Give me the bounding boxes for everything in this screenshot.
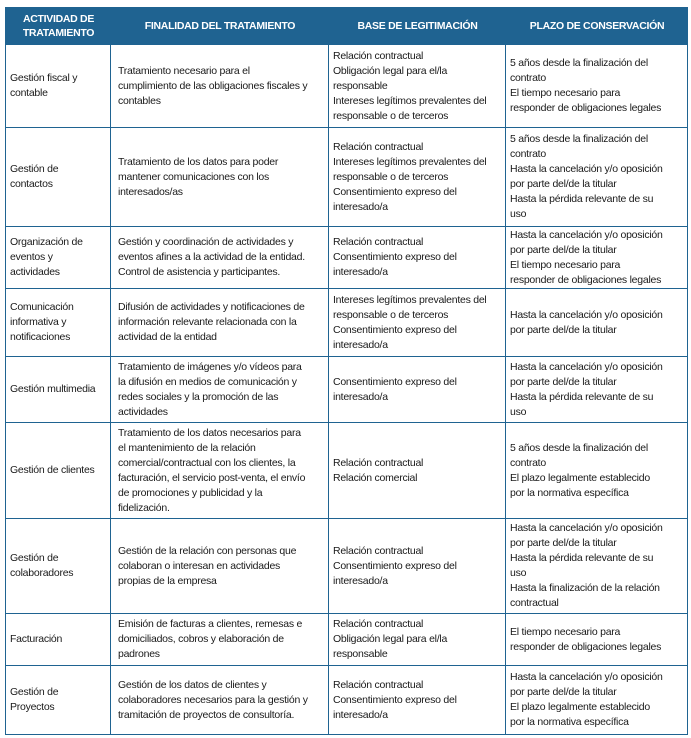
finalidad-line: Tratamiento necesario para el — [118, 64, 250, 77]
header-finalidad — [111, 8, 329, 45]
finalidad-line: de promociones y publicidad y la — [118, 486, 263, 499]
actividad-line: informativa y — [10, 316, 67, 328]
base-line: Obligación legal para el/la — [333, 64, 448, 77]
plazo-line: Hasta la cancelación y/o oposición — [510, 522, 663, 534]
cell-base — [329, 357, 506, 423]
finalidad-line: cumplimiento de las obligaciones fiscales y — [118, 79, 308, 92]
base-line: Consentimiento expreso del — [333, 559, 457, 572]
finalidad-line: contables — [118, 94, 161, 107]
plazo-line: El tiempo necesario para — [510, 625, 621, 638]
header-line: BASE DE LEGITIMACIÓN — [357, 20, 478, 32]
base-line: Consentimiento expreso del — [333, 693, 457, 706]
cell-plazo — [506, 423, 688, 519]
cell-finalidad — [111, 45, 329, 128]
finalidad-line: facturación, el servicio post-venta, el envío — [118, 471, 306, 484]
finalidad-line: tramitación de proyectos de consultoría. — [118, 708, 295, 721]
plazo-line: uso — [510, 567, 527, 579]
plazo-line: responder de obligaciones legales — [510, 102, 662, 114]
finalidad-line: Tratamiento de los datos para poder — [118, 155, 279, 168]
header-line: TRATAMIENTO — [22, 27, 95, 39]
plazo-line: Hasta la cancelación y/o oposición — [510, 308, 663, 321]
table-row — [6, 357, 688, 423]
cell-finalidad — [111, 666, 329, 735]
plazo-line: Hasta la cancelación y/o oposición — [510, 163, 663, 175]
cell-actividad — [6, 45, 111, 128]
plazo-line: por parte del/de la titular — [510, 178, 617, 190]
actividad-line: Facturación — [10, 633, 63, 645]
finalidad-line: Gestión de los datos de clientes y — [118, 678, 267, 691]
plazo-line: Hasta la cancelación y/o oposición — [510, 360, 663, 373]
plazo-line: Hasta la cancelación y/o oposición — [510, 228, 663, 241]
cell-actividad — [6, 614, 111, 666]
table-row — [6, 128, 688, 227]
actividad-line: Proyectos — [10, 701, 55, 713]
finalidad-line: Gestión de la relación con personas que — [118, 544, 297, 557]
base-line: responsable o de terceros — [333, 170, 449, 183]
base-line: responsable — [333, 79, 388, 92]
base-line: interesado/a — [333, 390, 388, 403]
base-line: Relación contractual — [333, 544, 424, 557]
cell-actividad — [6, 666, 111, 735]
base-line: Consentimiento expreso del — [333, 375, 457, 388]
base-line: Relación contractual — [333, 618, 424, 630]
cell-actividad — [6, 423, 111, 519]
finalidad-line: colaboran o interesan en actividades — [118, 559, 281, 572]
cell-plazo — [506, 357, 688, 423]
base-line: Relación comercial — [333, 471, 418, 484]
base-line: Intereses legítimos prevalentes del — [333, 293, 487, 306]
base-line: Relación contractual — [333, 140, 424, 153]
base-line: interesado/a — [333, 574, 388, 587]
actividad-line: Comunicación — [10, 301, 74, 313]
header-line: ACTIVIDAD DE — [22, 13, 95, 25]
finalidad-line: eventos afines a la actividad de la entidad. — [118, 251, 305, 263]
cell-plazo — [506, 666, 688, 735]
finalidad-line: fidelización. — [118, 501, 170, 514]
cell-finalidad — [111, 357, 329, 423]
plazo-line: 5 años desde la finalización del — [510, 57, 648, 69]
actividad-line: Organización de — [10, 236, 83, 248]
actividad-line: Gestión multimedia — [10, 383, 96, 395]
plazo-line: 5 años desde la finalización del — [510, 441, 648, 454]
cell-actividad — [6, 227, 111, 289]
plazo-line: por la normativa específica — [510, 716, 629, 728]
cell-base — [329, 128, 506, 227]
plazo-line: uso — [510, 405, 527, 418]
cell-base — [329, 227, 506, 289]
finalidad-line: padrones — [118, 648, 160, 660]
cell-actividad — [6, 289, 111, 357]
plazo-line: por parte del/de la titular — [510, 243, 617, 256]
base-line: Relación contractual — [333, 456, 424, 469]
plazo-line: contrato — [510, 148, 546, 160]
plazo-line: por parte del/de la titular — [510, 323, 617, 336]
base-line: Relación contractual — [333, 678, 424, 691]
cell-base — [329, 423, 506, 519]
cell-plazo — [506, 227, 688, 289]
table-row — [6, 423, 688, 519]
plazo-line: responder de obligaciones legales — [510, 273, 662, 286]
finalidad-line: Gestión y coordinación de actividades y — [118, 236, 294, 248]
cell-base — [329, 519, 506, 614]
plazo-line: Hasta la cancelación y/o oposición — [510, 671, 663, 683]
cell-plazo — [506, 128, 688, 227]
plazo-line: contrato — [510, 72, 546, 84]
finalidad-line: el mantenimiento de la relación — [118, 441, 256, 454]
header-line: FINALIDAD DEL TRATAMIENTO — [144, 20, 296, 32]
cell-base — [329, 614, 506, 666]
plazo-line: El tiempo necesario para — [510, 87, 621, 99]
table-row — [6, 45, 688, 128]
base-line: responsable — [333, 648, 388, 660]
cell-actividad — [6, 519, 111, 614]
plazo-line: por parte del/de la titular — [510, 686, 617, 698]
plazo-line: El plazo legalmente establecido — [510, 701, 650, 713]
base-line: Consentimiento expreso del — [333, 185, 457, 198]
plazo-line: por parte del/de la titular — [510, 375, 617, 388]
cell-plazo — [506, 45, 688, 128]
header-plazo — [506, 8, 688, 45]
finalidad-line: propias de la empresa — [118, 574, 217, 587]
base-line: responsable o de terceros — [333, 109, 449, 122]
finalidad-line: Tratamiento de los datos necesarios para — [118, 426, 301, 439]
cell-plazo — [506, 289, 688, 357]
data-processing-table — [5, 7, 688, 735]
base-line: interesado/a — [333, 266, 388, 278]
actividad-line: Gestión de clientes — [10, 464, 95, 476]
cell-base — [329, 289, 506, 357]
base-line: Intereses legítimos prevalentes del — [333, 155, 487, 168]
actividad-line: contable — [10, 87, 48, 99]
actividad-line: Gestión fiscal y — [10, 72, 78, 84]
plazo-line: contractual — [510, 597, 559, 609]
cell-base — [329, 666, 506, 735]
cell-plazo — [506, 519, 688, 614]
plazo-line: Hasta la pérdida relevante de su — [510, 193, 654, 205]
plazo-line: Hasta la finalización de la relación — [510, 582, 660, 594]
finalidad-line: actividades — [118, 405, 168, 418]
finalidad-line: Tratamiento de imágenes y/o vídeos para — [118, 360, 302, 373]
base-line: interesado/a — [333, 338, 388, 351]
cell-plazo — [506, 614, 688, 666]
plazo-line: El tiempo necesario para — [510, 258, 621, 271]
plazo-line: uso — [510, 208, 527, 220]
finalidad-line: interesados/as — [118, 185, 183, 198]
cell-finalidad — [111, 128, 329, 227]
finalidad-line: Difusión de actividades y notificaciones de — [118, 301, 305, 313]
finalidad-line: la difusión en medios de comunicación y — [118, 375, 297, 388]
plazo-line: por la normativa específica — [510, 486, 629, 499]
header-line: PLAZO DE CONSERVACIÓN — [529, 20, 665, 32]
finalidad-line: Emisión de facturas a clientes, remesas e — [118, 618, 303, 630]
cell-actividad — [6, 128, 111, 227]
actividad-line: contactos — [10, 178, 53, 190]
finalidad-line: colaboradores necesarios para la gestión y — [118, 693, 308, 706]
table-row — [6, 289, 688, 357]
cell-finalidad — [111, 289, 329, 357]
header-row — [6, 8, 688, 45]
plazo-line: Hasta la pérdida relevante de su — [510, 552, 654, 564]
base-line: Obligación legal para el/la — [333, 633, 448, 645]
finalidad-line: Control de asistencia y participantes. — [118, 266, 281, 278]
actividad-line: Gestión de — [10, 552, 59, 564]
cell-finalidad — [111, 614, 329, 666]
base-line: responsable o de terceros — [333, 308, 449, 321]
header-base — [329, 8, 506, 45]
base-line: Consentimiento expreso del — [333, 251, 457, 263]
plazo-line: por parte del/de la titular — [510, 537, 617, 549]
actividad-line: Gestión de — [10, 163, 59, 175]
cell-base — [329, 45, 506, 128]
finalidad-line: mantener comunicaciones con los — [118, 170, 270, 183]
base-line: interesado/a — [333, 200, 388, 213]
plazo-line: El plazo legalmente establecido — [510, 471, 650, 484]
cell-finalidad — [111, 519, 329, 614]
actividad-line: eventos y — [10, 251, 53, 263]
header-actividad — [6, 8, 111, 45]
cell-finalidad — [111, 227, 329, 289]
table-row — [6, 666, 688, 735]
finalidad-line: comercial/contractual con los clientes, la — [118, 456, 296, 469]
base-line: Intereses legítimos prevalentes del — [333, 94, 487, 107]
plazo-line: responder de obligaciones legales — [510, 640, 662, 653]
cell-actividad — [6, 357, 111, 423]
finalidad-line: información relevante relacionada con la — [118, 316, 297, 328]
actividad-line: notificaciones — [10, 331, 71, 343]
table-row — [6, 614, 688, 666]
finalidad-line: domiciliados, cobros y elaboración de — [118, 633, 284, 645]
table-row — [6, 519, 688, 614]
base-line: Consentimiento expreso del — [333, 323, 457, 336]
base-line: interesado/a — [333, 708, 388, 721]
table-row — [6, 227, 688, 289]
plazo-line: 5 años desde la finalización del — [510, 133, 648, 145]
plazo-line: Hasta la pérdida relevante de su — [510, 390, 654, 403]
finalidad-line: redes sociales y la promoción de las — [118, 390, 279, 403]
plazo-line: contrato — [510, 456, 546, 469]
base-line: Relación contractual — [333, 236, 424, 248]
finalidad-line: actividad de la entidad — [118, 331, 217, 343]
actividad-line: Gestión de — [10, 686, 59, 698]
cell-finalidad — [111, 423, 329, 519]
base-line: Relación contractual — [333, 49, 424, 62]
actividad-line: colaboradores — [10, 567, 74, 579]
actividad-line: actividades — [10, 266, 60, 278]
